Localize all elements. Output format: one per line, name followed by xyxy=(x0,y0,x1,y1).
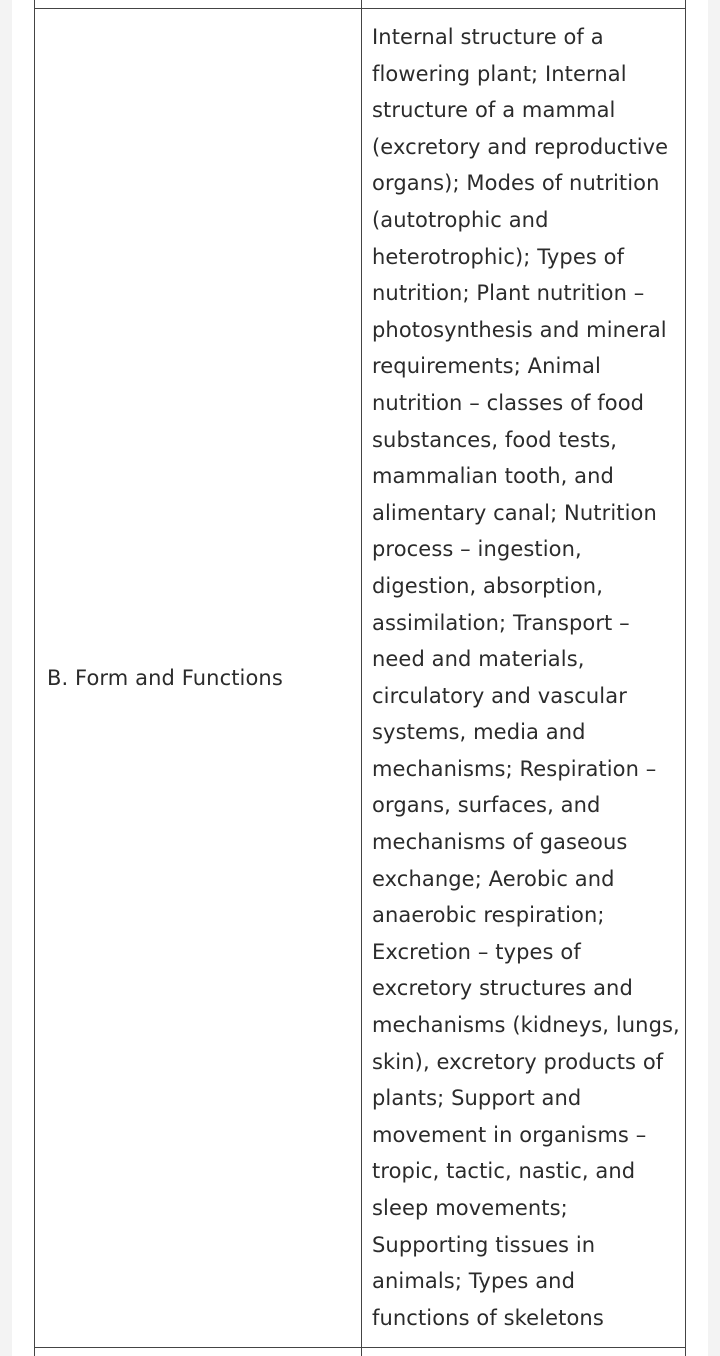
content-line: Internal structure of a xyxy=(372,25,604,49)
content-line: process – ingestion, xyxy=(372,537,582,562)
content-line: exchange; Aerobic and xyxy=(372,866,615,891)
content-line: substances, food tests, xyxy=(372,427,618,452)
content-line: photosynthesis and mineral xyxy=(372,317,667,342)
content-line: animals; Types and xyxy=(372,1269,576,1294)
content-line: excretory structures and xyxy=(372,976,633,1001)
content-line: mechanisms; Respiration – xyxy=(372,756,657,781)
content-line: mechanisms of gaseous xyxy=(372,830,628,855)
content-line: heterotrophic); Types of xyxy=(372,244,625,269)
content-line: Supporting tissues in xyxy=(372,1232,596,1257)
content-line: functions of skeletons xyxy=(372,1305,604,1330)
content-line: mechanisms (kidneys, lungs, xyxy=(372,1013,680,1038)
content-line: organs); Modes of nutrition xyxy=(372,171,660,196)
content-line: nutrition; Plant nutrition – xyxy=(372,281,645,306)
content-line: need and materials, xyxy=(372,647,585,672)
content-line: movement in organisms – xyxy=(372,1122,647,1147)
content-line: (autotrophic and xyxy=(372,207,549,232)
content-line: sleep movements; xyxy=(372,1196,568,1220)
content-line: tropic, tactic, nastic, and xyxy=(372,1159,636,1184)
page-right-gutter xyxy=(708,0,720,1356)
content-line: organs, surfaces, and xyxy=(372,793,601,818)
content-line: (excretory and reproductive xyxy=(372,134,669,159)
content-line: anaerobic respiration; xyxy=(372,903,605,928)
content-line: systems, media and xyxy=(372,720,586,745)
content-line: assimilation; Transport – xyxy=(372,610,630,635)
content-line: circulatory and vascular xyxy=(372,683,627,708)
page-left-gutter xyxy=(0,0,12,1356)
syllabus-table xyxy=(34,0,686,1356)
topic-label: B. Form and Functions xyxy=(47,666,283,690)
content-line: mammalian tooth, and xyxy=(372,464,614,489)
content-line: digestion, absorption, xyxy=(372,573,603,598)
content-line: plants; Support and xyxy=(372,1086,582,1111)
content-line: Excretion – types of xyxy=(372,939,581,964)
content-line: skin), excretory products of xyxy=(372,1049,664,1074)
content-line: structure of a mammal xyxy=(372,98,616,123)
content-line: requirements; Animal xyxy=(372,354,601,379)
topic-cell xyxy=(35,9,361,1347)
content-line: flowering plant; Internal xyxy=(372,61,627,86)
content-line: alimentary canal; Nutrition xyxy=(372,500,657,525)
content-cell xyxy=(362,19,686,1336)
content-line: nutrition – classes of food xyxy=(372,390,645,415)
table-row-bottom-border xyxy=(35,1347,685,1348)
